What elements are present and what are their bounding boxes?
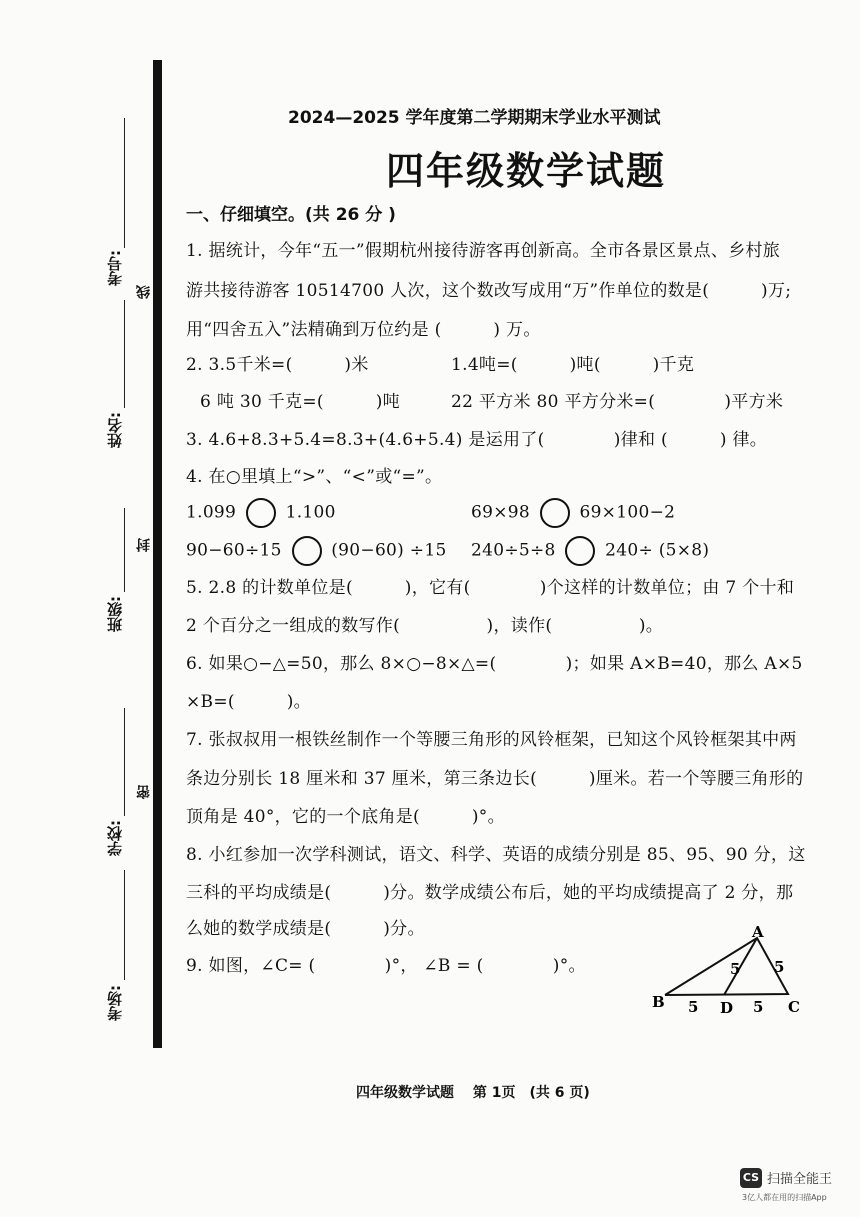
q4-row2-b (471, 536, 709, 566)
q5-line-1: 5. 2.8 的计数单位是( )，它有( )个这样的计数单位；由 7 个十和 (186, 578, 795, 598)
q4-r2b-right: 240÷ (5×8) (605, 540, 710, 561)
exam-room-line (124, 870, 125, 980)
exam-number-line (124, 118, 125, 248)
q2-part-d: 22 平方米 80 平方分米=( )平方米 (451, 392, 784, 412)
scanner-app-tagline: 3亿人都在用的扫描App (742, 1193, 827, 1202)
length-ac-label: 5 (774, 958, 785, 976)
class-line (124, 508, 125, 592)
q6-line-1: 6. 如果○−△=50，那么 8×○−8×△=( )；如果 A×B=40，那么 A×5 (186, 654, 803, 674)
school-line (124, 708, 125, 816)
q7-line-2: 条边分别长 18 厘米和 37 厘米，第三条边长( )厘米。若一个等腰三角形的 (186, 769, 804, 789)
binding-bar (153, 60, 162, 1048)
compare-circle[interactable] (565, 536, 595, 566)
q4-row1-a (186, 498, 336, 528)
q4-r1a-left: 1.099 (186, 502, 237, 523)
q7-line-1: 7. 张叔叔用一根铁丝制作一个等腰三角形的风铃框架，已知这个风铃框架其中两 (186, 730, 797, 750)
q2-part-b: 1.4吨=( )吨( )千克 (451, 355, 695, 375)
q6-line-2: ×B=( )。 (186, 692, 311, 712)
q8-line-1: 8. 小红参加一次学科测试，语文、科学、英语的成绩分别是 85、95、90 分，这 (186, 845, 806, 865)
name-line (124, 300, 125, 408)
class-label: 班级: (106, 596, 124, 632)
cut-mark-seal: 封 (136, 538, 152, 552)
q2-part-a: 2. 3.5千米=( )米 (186, 355, 369, 375)
length-bd-label: 5 (688, 998, 699, 1016)
compare-circle[interactable] (246, 498, 276, 528)
vertex-a-label: A (752, 923, 764, 941)
segment-ad (724, 938, 757, 995)
vertex-b-label: B (652, 993, 665, 1011)
page-title: 四年级数学试题 (386, 149, 667, 193)
q4-r1a-right: 1.100 (285, 502, 336, 523)
compare-circle[interactable] (292, 536, 322, 566)
compare-circle[interactable] (540, 498, 570, 528)
vertex-c-label: C (788, 998, 800, 1016)
q5-line-2: 2 个百分之一组成的数写作( )，读作( )。 (186, 616, 664, 636)
length-dc-label: 5 (753, 998, 764, 1016)
school-label: 学校: (106, 820, 124, 856)
q4-row1-b (471, 498, 675, 528)
q3: 3. 4.6+8.3+5.4=8.3+(4.6+5.4) 是运用了( )律和 ( ) 律。 (186, 430, 768, 450)
q7-line-3: 顶角是 40°，它的一个底角是( )°。 (186, 807, 505, 827)
scanner-app-name: 扫描全能王 (767, 1172, 833, 1187)
exam-room-label: 考场: (106, 985, 124, 1021)
page-footer: 四年级数学试题 第 1页 (共 6 页) (356, 1085, 590, 1101)
triangle-figure (640, 920, 810, 1020)
q4-r1b-right: 69×100−2 (579, 502, 676, 523)
vertex-d-label: D (720, 999, 734, 1017)
q2-part-c: 6 吨 30 千克=( )吨 (200, 392, 400, 412)
q1-line-1: 1. 据统计，今年“五一”假期杭州接待游客再创新高。全市各景区景点、乡村旅 (186, 241, 781, 261)
scanner-logo-icon: CS (740, 1168, 762, 1188)
q1-line-3: 用“四舍五入”法精确到万位约是 ( ) 万。 (186, 320, 541, 340)
q8-line-3: 么她的数学成绩是( )分。 (186, 919, 425, 939)
triangle-outline (665, 938, 788, 995)
section-heading: 一、仔细填空。(共 26 分 ) (186, 205, 396, 225)
exam-number-label: 考号: (106, 250, 124, 286)
q8-line-2: 三科的平均成绩是( )分。数学成绩公布后，她的平均成绩提高了 2 分，那 (186, 883, 794, 903)
q4-r2a-right: (90−60) ÷15 (331, 540, 447, 561)
q4-r2b-left: 240÷5÷8 (471, 540, 556, 561)
q4-row2-a (186, 536, 447, 566)
q4-stem: 4. 在○里填上“>”、“<”或“=”。 (186, 467, 443, 487)
q9: 9. 如图，∠C= ( )°， ∠B = ( )°。 (186, 956, 586, 976)
length-ad-label: 5 (730, 960, 741, 978)
q4-r1b-left: 69×98 (471, 502, 531, 523)
cut-mark-line: 线 (136, 285, 152, 299)
cut-mark-secret: 密 (136, 785, 152, 799)
name-label: 姓名: (106, 412, 124, 448)
q4-r2a-left: 90−60÷15 (186, 540, 282, 561)
q1-line-2: 游共接待游客 10514700 人次，这个数改写成用“万”作单位的数是( )万; (186, 281, 792, 301)
exam-supertitle: 2024—2025 学年度第二学期期末学业水平测试 (288, 108, 661, 128)
